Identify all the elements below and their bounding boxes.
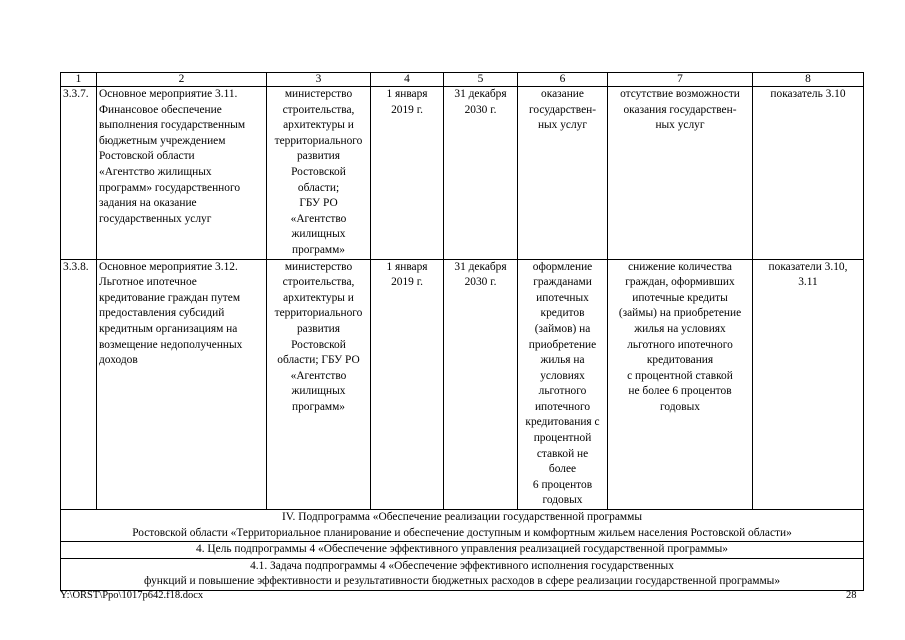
column-number: 7	[608, 73, 753, 87]
section-row	[61, 542, 864, 559]
column-number: 1	[61, 73, 97, 87]
file-path: Y:\ORST\Ppo\1017p642.f18.docx	[60, 590, 204, 601]
column-number-row	[61, 73, 864, 87]
expected-result: оказание государствен- ных услуг	[518, 87, 608, 260]
column-number: 4	[371, 73, 444, 87]
indicator-link: показатели 3.10, 3.11	[753, 259, 864, 510]
end-date: 31 декабря 2030 г.	[444, 259, 518, 510]
non-implementation-consequence: отсутствие возможности оказания государствен- ных услуг	[608, 87, 753, 260]
page-number: 28	[846, 590, 857, 601]
section-row	[61, 510, 864, 542]
activity-name: Основное мероприятие 3.12. Льготное ипотечное кредитование граждан путем предоставления субсидий кредитным организациям на возмещение недополученных доходов	[97, 259, 267, 510]
program-activities-table	[60, 72, 864, 591]
executor: министерство строительства, архитектуры и территориального развития Ростовской области; ГБУ РО «Агентство жилищных программ»	[267, 87, 371, 260]
section-row	[61, 558, 864, 590]
column-number: 8	[753, 73, 864, 87]
subprogram-task: 4.1. Задача подпрограммы 4 «Обеспечение эффективного исполнения государственных функций и повышение эффективности и результативности бюджетных расходов в сфере реализации государственной программы»	[61, 558, 864, 590]
subprogram-goal: 4. Цель подпрограммы 4 «Обеспечение эффективного управления реализацией государственной программы»	[61, 542, 864, 559]
column-number: 3	[267, 73, 371, 87]
column-number: 6	[518, 73, 608, 87]
row-number: 3.3.7.	[61, 87, 97, 260]
subprogram-title: IV. Подпрограмма «Обеспечение реализации государственной программы Ростовской области «Территориальное планирование и обеспечение доступным и комфортным жильем населения Ростовской области»	[61, 510, 864, 542]
table-row	[61, 259, 864, 510]
row-number: 3.3.8.	[61, 259, 97, 510]
indicator-link: показатель 3.10	[753, 87, 864, 260]
end-date: 31 декабря 2030 г.	[444, 87, 518, 260]
expected-result: оформление гражданами ипотечных кредитов (займов) на приобретение жилья на условиях льготного ипотечного кредитования с процентной ставкой не более 6 процентов годовых	[518, 259, 608, 510]
non-implementation-consequence: снижение количества граждан, оформивших ипотечные кредиты (займы) на приобретение жилья на условиях льготного ипотечного кредитования с процентной ставкой не более 6 процентов годовых	[608, 259, 753, 510]
activity-name: Основное мероприятие 3.11. Финансовое обеспечение выполнения государственным бюджетным учреждением Ростовской области «Агентство жилищных программ» государственного задания на оказание государственных услуг	[97, 87, 267, 260]
table-row	[61, 87, 864, 260]
column-number: 5	[444, 73, 518, 87]
start-date: 1 января 2019 г.	[371, 259, 444, 510]
column-number: 2	[97, 73, 267, 87]
executor: министерство строительства, архитектуры и территориального развития Ростовской области; ГБУ РО «Агентство жилищных программ»	[267, 259, 371, 510]
start-date: 1 января 2019 г.	[371, 87, 444, 260]
